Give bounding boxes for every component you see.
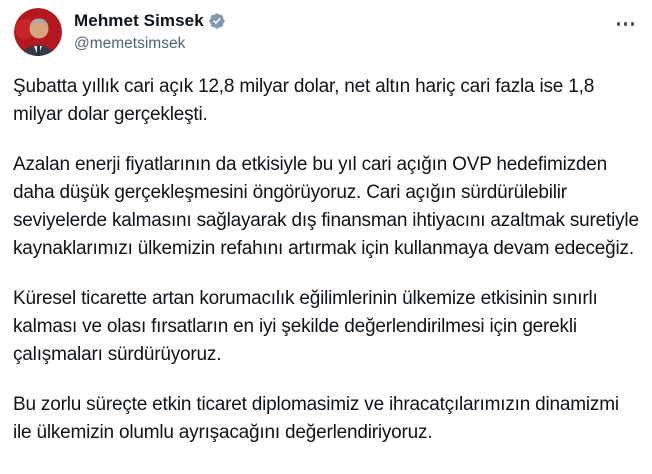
display-name[interactable]: Mehmet Simsek: [74, 11, 204, 30]
tweet-paragraph: Azalan enerji fiyatlarının da etkisiyle bu yıl cari açığın OVP hedefimizden daha düşük gerçekleşmesini öngörüyoruz. Cari açığın sürdürülebilir seviyelerde kalmasını sağlayarak dış finansman ihtiyacını azaltmak suretiyle kaynaklarımızı ülkemizin refahını artırmak için kullanmaya devam edeceğiz.: [13, 154, 639, 259]
user-handle[interactable]: @memetsimsek: [74, 35, 186, 52]
tweet-paragraph: Küresel ticarette artan korumacılık eğilimlerinin ülkemize etkisinin sınırlı kalması ve olası fırsatların en iyi şekilde değerlendirilmesi için gerekli çalışmaları sürdürüyoruz.: [13, 288, 598, 365]
user-info: [74, 8, 226, 53]
tweet-paragraph: Şubatta yıllık cari açık 12,8 milyar dolar, net altın hariç cari fazla ise 1,8 milyar dolar gerçekleşti.: [13, 76, 595, 125]
more-icon: [624, 22, 628, 26]
more-icon: [631, 22, 635, 26]
avatar[interactable]: [14, 8, 62, 56]
name-row: [74, 11, 226, 31]
more-icon: [617, 22, 621, 26]
more-options-button[interactable]: [613, 16, 639, 32]
tweet-text: [0, 73, 652, 447]
tweet-paragraph: Bu zorlu süreçte etkin ticaret diplomasimiz ve ihracatçılarımızın dinamizmi ile ülkemizin olumlu ayrışacağını değerlendiriyoruz.: [13, 394, 619, 443]
tweet-header: [0, 0, 652, 56]
verified-badge-icon: [208, 12, 226, 30]
avatar-image-icon: [14, 8, 62, 56]
